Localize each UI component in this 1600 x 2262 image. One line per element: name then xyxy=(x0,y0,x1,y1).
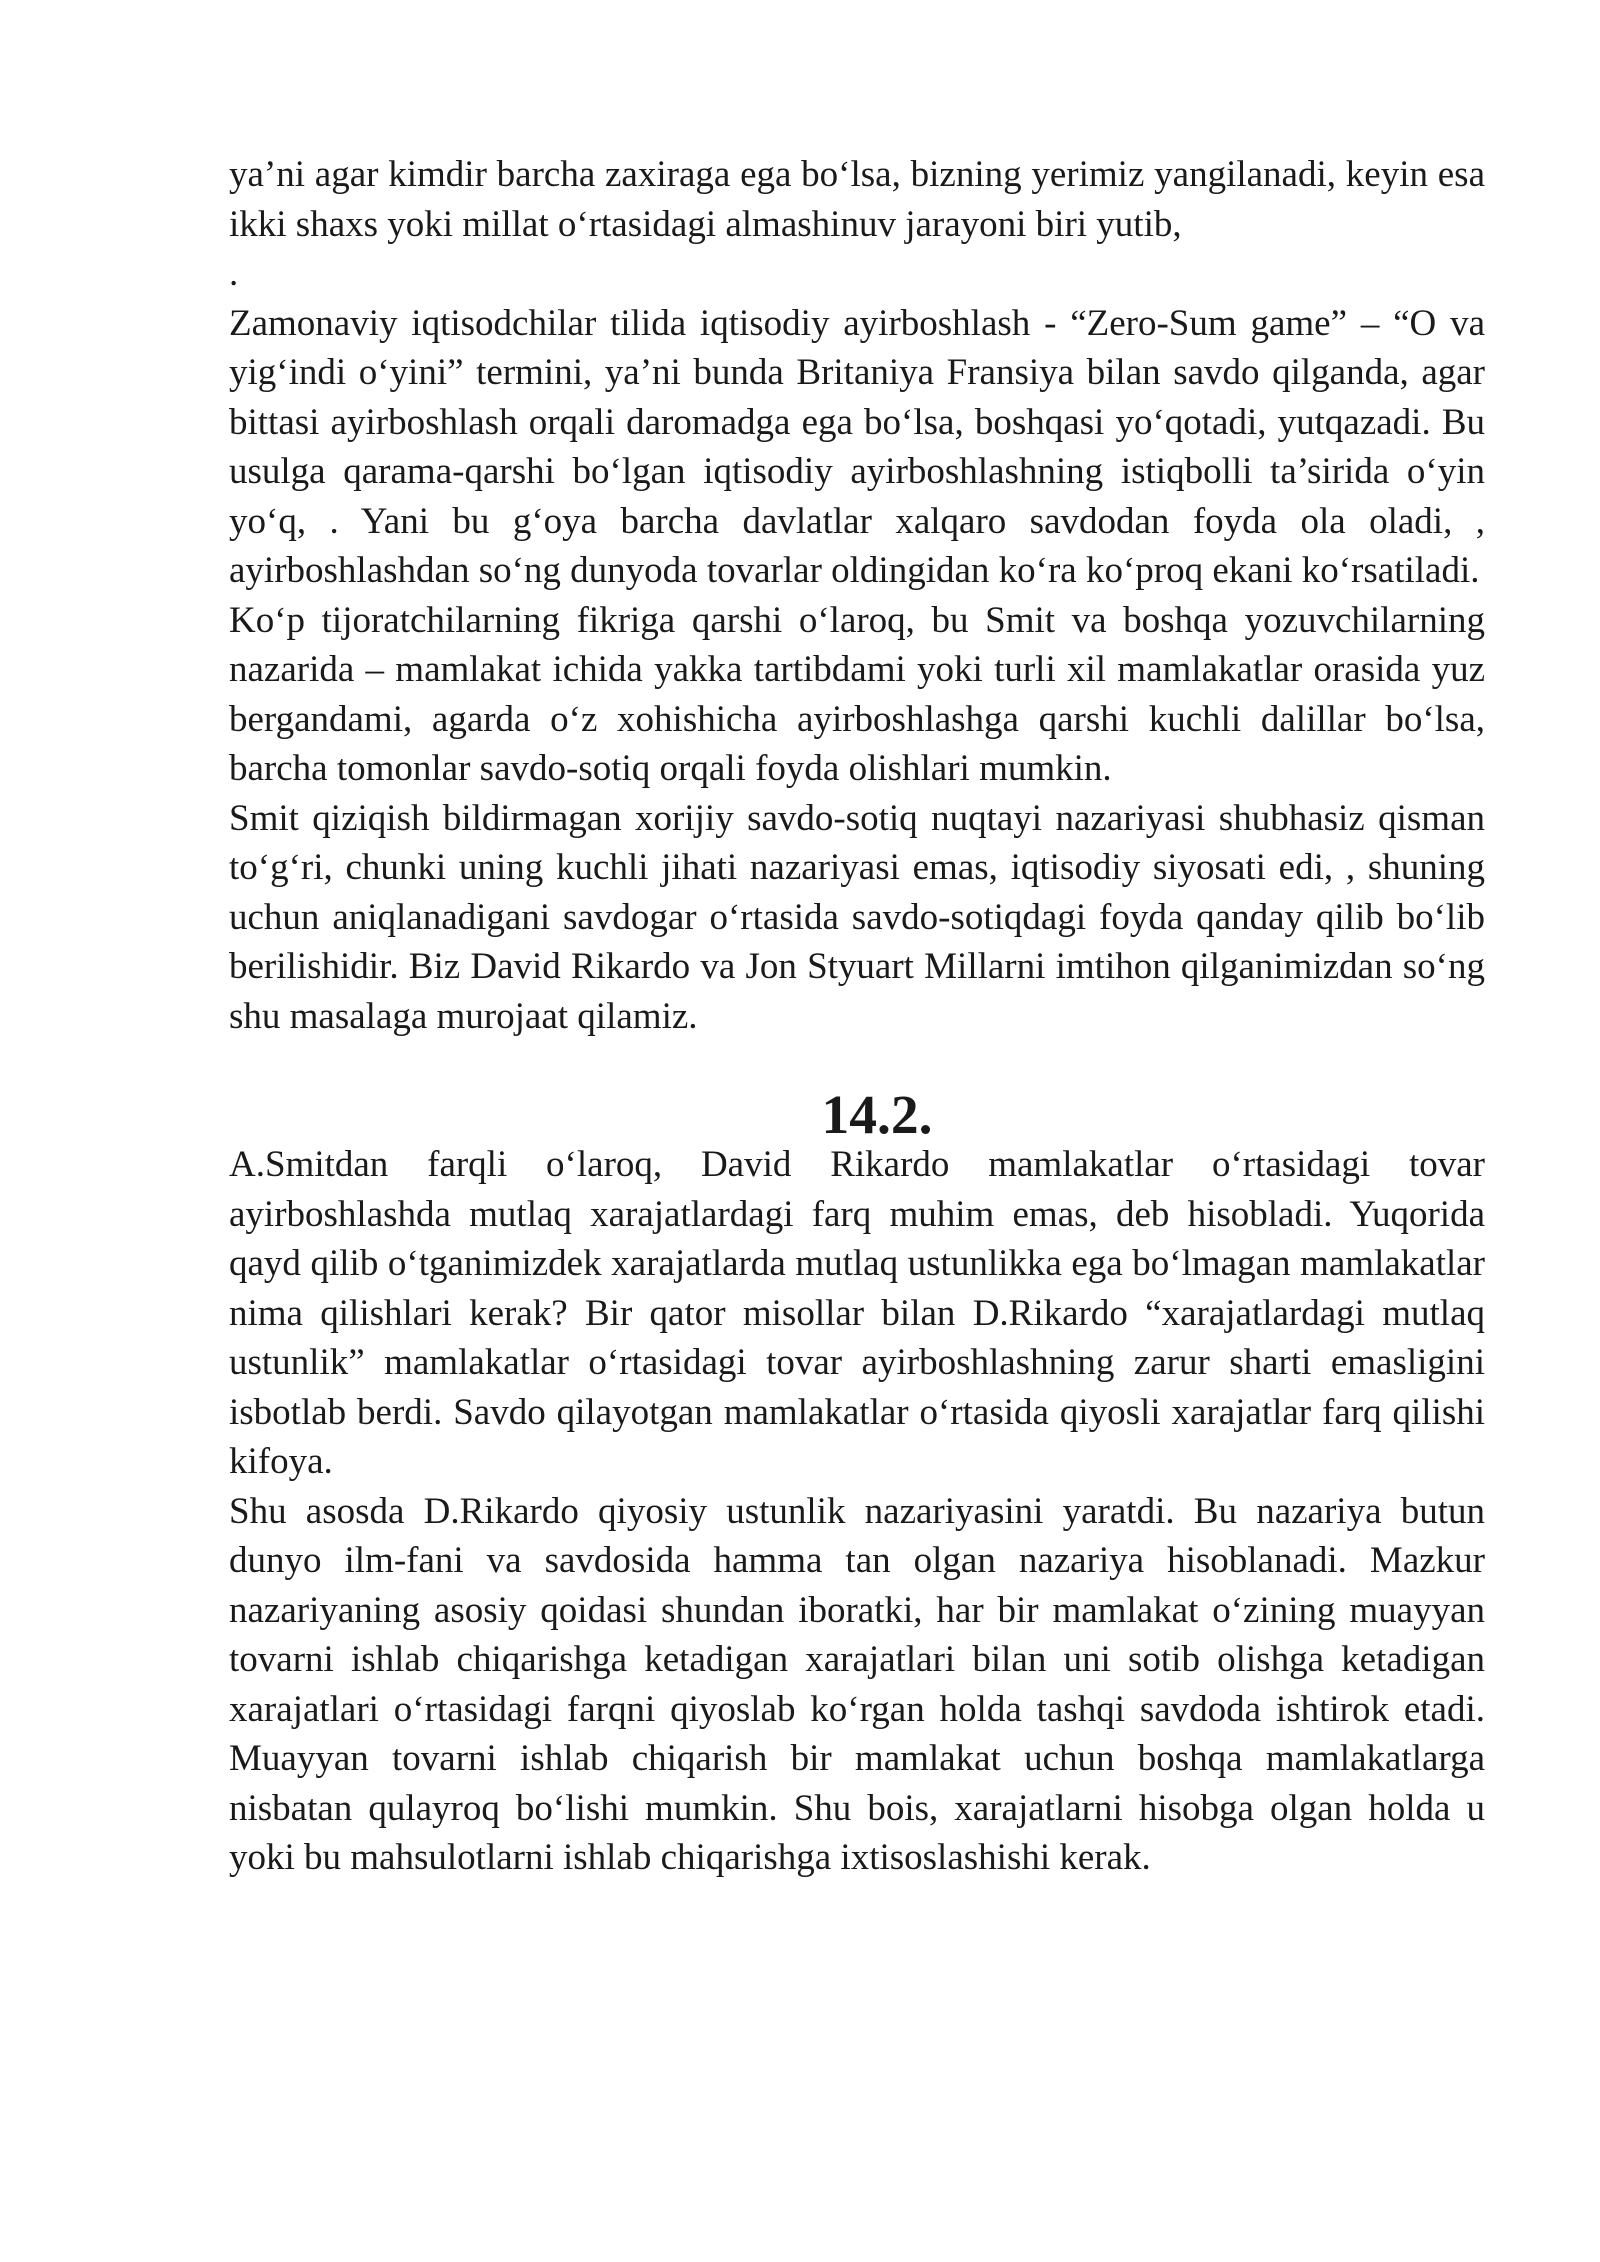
paragraph: Shu asosda D.Rikardo qiyosiy ustunlik nazariyasini yaratdi. Bu nazariya butun dunyo ilm-fani va savdosida hamma tan olgan nazariya hisoblanadi. Mazkur nazariyaning asosiy qoidasi shundan iboratki, har bir mamlakat o‘zining muayyan tovarni ishlab chiqarishga ketadigan xarajatlari bilan uni sotib olishga ketadigan xarajatlari o‘rtasidagi farqni qiyoslab ko‘rgan holda tashqi savdoda ishtirok etadi. Muayyan tovarni ishlab chiqarish bir mamlakat uchun boshqa mamlakatlarga nisbatan qulayroq bo‘lishi mumkin. Shu bois, xarajatlarni hisobga olgan holda u yoki bu mahsulotlarni ishlab chiqarishga ixtisoslashishi kerak. xyxy=(229,1490,1485,1878)
paragraph: A.Smitdan farqli o‘laroq, David Rikardo mamlakatlar o‘rtasidagi tovar ayirboshlashda mutlaq xarajatlardagi farq muhim emas, deb hisobladi. Yuqorida qayd qilib o‘tganimizdek xarajatlarda mutlaq ustunlikka ega bo‘lmagan mamlakatlar nima qilishlari kerak? Bir qator misollar bilan D.Rikardo “xarajatlardagi mutlaq ustunlik” mamlakatlar o‘rtasidagi tovar ayirboshlashning zarur sharti emasligini isbotlab berdi. Savdo qilayotgan mamlakatlar o‘rtasida qiyosli xarajatlar farq qilishi kifoya. xyxy=(229,1144,1485,1482)
paragraph: Ko‘p tijoratchilarning fikriga qarshi o‘laroq, bu Smit va boshqa yozuvchilarning nazarida – mamlakat ichida yakka tartibdami yoki turli xil mamlakatlar orasida yuz bergandami, agarda o‘z xohishicha ayirboshlashga qarshi kuchli dalillar bo‘lsa, barcha tomonlar savdo-sotiq orqali foyda olishlari mumkin. xyxy=(229,599,1485,789)
paragraph-dot: . xyxy=(229,253,239,294)
paragraph: Zamonaviy iqtisodchilar tilida iqtisodiy ayirboshlash - “Zero-Sum game” – “O va yig‘indi o‘yini” termini, ya’ni bunda Britaniya Fransiya bilan savdo qilganda, agar bittasi ayirboshlash orqali daromadga ega bo‘lsa, boshqasi yo‘qotadi, yutqazadi. Bu usulga qarama-qarshi bo‘lgan iqtisodiy ayirboshlashning istiqbolli ta’sirida o‘yin yo‘q, . Yani bu g‘oya barcha davlatlar xalqaro savdodan foyda ola oladi, , ayirboshlashdan so‘ng dunyoda tovarlar oldingidan ko‘ra ko‘proq ekani ko‘rsatiladi. xyxy=(229,302,1485,591)
document-page xyxy=(229,150,1485,1883)
paragraph: Smit qiziqish bildirmagan xorijiy savdo-sotiq nuqtayi nazariyasi shubhasiz qisman to‘g‘ri, chunki uning kuchli jihati nazariyasi emas, iqtisodiy siyosati edi, , shuning uchun aniqlanadigani savdogar o‘rtasida savdo-sotiqdagi foyda qanday qilib bo‘lib berilishidir. Biz David Rikardo va Jon Styuart Millarni imtihon qilganimizdan so‘ng shu masalaga murojaat qilamiz. xyxy=(229,797,1485,1037)
section-heading: 14.2. xyxy=(821,1084,933,1146)
paragraph: ya’ni agar kimdir barcha zaxiraga ega bo‘lsa, bizning yerimiz yangilanadi, keyin esa ikki shaxs yoki millat o‘rtasidagi almashinuv jarayoni biri yutib, xyxy=(229,154,1485,245)
section-spacer xyxy=(229,1041,1485,1091)
